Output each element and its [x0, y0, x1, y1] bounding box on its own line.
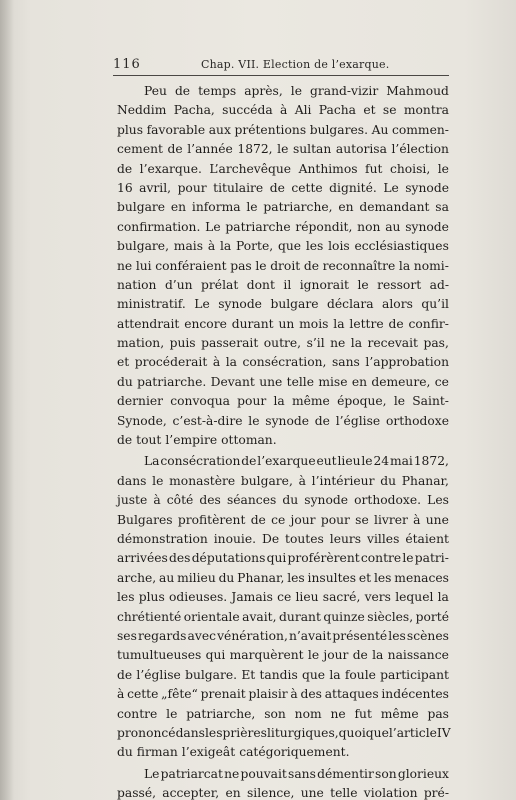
text-line: plus favorable aux prétentions bulgares. Au commen-	[117, 122, 449, 137]
text-line: ne lui conféraient pas le droit de reconnaître la nomi-	[117, 258, 449, 273]
text-line: confirmation. Le patriarche répondit, non au synode	[117, 219, 449, 234]
page-header	[113, 55, 449, 75]
body-text	[117, 82, 449, 800]
text-line: Synode, c’est-à-dire le synode de l’église orthodoxe	[117, 413, 449, 428]
text-line: du patriarche. Devant une telle mise en demeure, ce	[117, 374, 449, 389]
text-line: prononcé dans les prières liturgiques, quoique l’article IV	[117, 725, 451, 740]
running-title: Chap. VII. Election de l’exarque.	[201, 58, 390, 71]
text-line: dans le monastère bulgare, à l’intérieur du Phanar,	[117, 473, 449, 488]
text-line: bulgare en informa le patriarche, en demandant sa	[117, 200, 449, 215]
text-line: de l’église bulgare. Et tandis que la foule participant	[117, 667, 449, 682]
text-line: tumultueuses qui marquèrent le jour de la naissance	[117, 648, 449, 663]
text-line: chrétienté orientale avait, durant quinze siècles, porté	[117, 609, 449, 624]
text-line: juste à côté des séances du synode orthodoxe. Les	[117, 493, 449, 508]
text-line: contre le patriarche, son nom ne fut même pas	[117, 706, 449, 721]
text-line: bulgare, mais à la Porte, que les lois ecclésiastiques	[117, 239, 449, 254]
page-number: 116	[113, 57, 141, 72]
text-line: de l’exarque. L’archevêque Anthimos fut choisi, le	[117, 161, 449, 176]
text-line: ses regards avec vénération, n’avait présenté les scènes	[117, 628, 449, 643]
text-line: nation d’un prélat dont il ignorait le ressort ad-	[117, 277, 449, 292]
text-line: du firman l’exigeât catégoriquement.	[117, 745, 350, 760]
text-line: Neddim Pacha, succéda à Ali Pacha et se montra	[117, 103, 449, 118]
paragraph	[117, 452, 449, 762]
text-line: à cette „fête“ prenait plaisir à des attaques indécentes	[117, 687, 449, 702]
text-line: arche, au milieu du Phanar, les insultes et les menaces	[117, 570, 449, 585]
text-line: Peu de temps après, le grand-vizir Mahmoud	[144, 84, 449, 98]
text-line: de tout l’empire ottoman.	[117, 433, 277, 448]
text-line: démonstration inouie. De toutes leurs villes étaient	[117, 531, 449, 546]
text-line: Bulgares profitèrent de ce jour pour se livrer à une	[117, 512, 449, 527]
text-line: mation, puis passerait outre, s’il ne la recevait pas,	[117, 336, 449, 351]
gutter-shadow	[0, 0, 14, 800]
text-line: dernier convoqua pour la même époque, le Saint-	[117, 394, 449, 409]
text-line: passé, accepter, en silence, une telle violation pré-	[117, 786, 449, 800]
paragraph	[117, 765, 449, 800]
text-line: La consécration de l’exarque eut lieu le 24 mai 1872,	[144, 454, 449, 469]
text-line: et procéderait à la consécration, sans l’approbation	[117, 355, 449, 370]
text-line: 16 avril, pour titulaire de cette dignité. Le synode	[117, 180, 449, 195]
text-line: ministratif. Le synode bulgare déclara alors qu’il	[117, 297, 449, 312]
text-line: les plus odieuses. Jamais ce lieu sacré, vers lequel la	[117, 590, 449, 605]
text-line: cement de l’année 1872, le sultan autorisa l’élection	[117, 142, 449, 157]
header-rule	[113, 75, 449, 76]
text-line: arrivées des députations qui proférèrent contre le patri-	[117, 551, 449, 566]
paragraph	[117, 82, 449, 450]
text-line: Le patriarcat ne pouvait sans démentir son glorieux	[144, 766, 449, 781]
text-line: attendrait encore durant un mois la lettre de confir-	[117, 316, 449, 331]
